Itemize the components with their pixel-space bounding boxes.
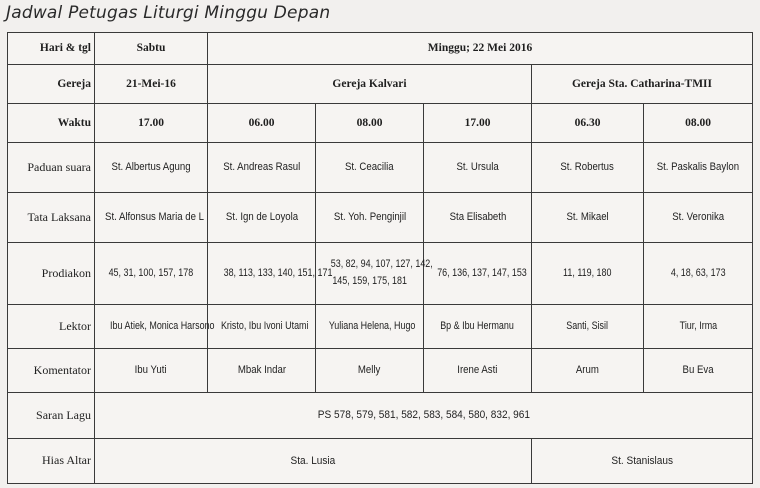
altar-catharina [532, 438, 753, 483]
row-lector [8, 304, 753, 348]
prodiakon-text-line2: 145, 159, 175, 181 [332, 275, 407, 288]
label-altar: Hias Altar [8, 438, 95, 483]
ushers-cell [208, 192, 316, 242]
row-commentator [8, 348, 753, 392]
lector-cell [532, 304, 644, 348]
ushers-text: St. Mikael [566, 211, 609, 224]
prodiakon-text-line1: 53, 82, 94, 107, 127, 142, [330, 258, 433, 271]
ushers-cell [532, 192, 644, 242]
commentator-cell [316, 348, 424, 392]
prodiakon-text: 76, 136, 137, 147, 153 [437, 267, 527, 280]
page-title: Jadwal Petugas Liturgi Minggu Depan [6, 3, 331, 23]
schedule-table [7, 32, 753, 484]
commentator-cell [424, 348, 532, 392]
commentator-text: Mbak Indar [237, 364, 286, 377]
ushers-cell [644, 192, 753, 242]
church-catharina: Gereja Sta. Catharina-TMII [532, 64, 753, 103]
prodiakon-text: 11, 119, 180 [563, 267, 612, 280]
altar-kalvari-text: Sta. Lusia [290, 454, 336, 467]
songs-text: PS 578, 579, 581, 582, 583, 584, 580, 832, 961 [317, 409, 530, 422]
row-prodiakon [8, 242, 753, 304]
lector-cell [95, 304, 215, 348]
commentator-cell [95, 348, 208, 392]
ushers-cell [316, 192, 424, 242]
label-church: Gereja [8, 64, 95, 103]
prodiakon-cell [644, 242, 753, 304]
saturday-date: 21-Mei-16 [95, 64, 208, 103]
altar-catharina-text: St. Stanislaus [611, 454, 673, 467]
commentator-text: Arum [575, 364, 599, 377]
ushers-text: St. Veronika [672, 211, 724, 224]
prodiakon-cell [532, 242, 644, 304]
sunday-date: Minggu; 22 Mei 2016 [208, 33, 753, 65]
prodiakon-text: 38, 113, 133, 140, 151, 171 [223, 267, 333, 280]
commentator-cell [644, 348, 753, 392]
choir-text: St. Andreas Rasul [222, 161, 301, 174]
altar-kalvari [95, 438, 532, 483]
lector-cell [208, 304, 316, 348]
lector-text: Kristo, Ibu Ivoni Utami [220, 320, 309, 333]
commentator-text: Melly [358, 364, 381, 377]
prodiakon-cell [424, 242, 532, 304]
choir-cell [95, 143, 208, 192]
prodiakon-cell [95, 242, 208, 304]
church-kalvari: Gereja Kalvari [208, 64, 532, 103]
commentator-text: Ibu Yuti [135, 364, 167, 377]
time-cell: 06.00 [208, 103, 316, 143]
lector-text: Tiur, Irma [679, 320, 717, 333]
prodiakon-cell [208, 242, 333, 304]
row-ushers [8, 192, 753, 242]
choir-cell [424, 143, 532, 192]
choir-cell [644, 143, 753, 192]
choir-cell [208, 143, 316, 192]
commentator-text: Bu Eva [682, 364, 714, 377]
ushers-text: Sta Elisabeth [449, 211, 506, 224]
prodiakon-text: 4, 18, 63, 173 [670, 267, 726, 280]
label-commentator: Komentator [8, 348, 95, 392]
lector-cell [316, 304, 424, 348]
saturday-day: Sabtu [95, 33, 208, 65]
ushers-cell [424, 192, 532, 242]
time-cell: 17.00 [95, 103, 208, 143]
time-cell: 17.00 [424, 103, 532, 143]
choir-cell [316, 143, 424, 192]
prodiakon-text: 45, 31, 100, 157, 178 [108, 267, 194, 280]
row-date [8, 33, 753, 65]
songs-cell [95, 392, 753, 438]
lector-cell [424, 304, 532, 348]
time-cell: 06.30 [532, 103, 644, 143]
commentator-cell [532, 348, 644, 392]
lector-text: Bp & Ibu Hermanu [440, 320, 515, 333]
time-cell: 08.00 [644, 103, 753, 143]
time-cell: 08.00 [316, 103, 424, 143]
row-choir [8, 143, 753, 192]
label-prodiakon: Prodiakon [8, 242, 95, 304]
lector-text: Yuliana Helena, Hugo [328, 320, 416, 333]
lector-text: Ibu Atiek, Monica Harsono [110, 320, 215, 333]
ushers-cell [95, 192, 208, 242]
label-ushers: Tata Laksana [8, 192, 95, 242]
prodiakon-cell [316, 242, 433, 304]
choir-text: St. Albertus Agung [111, 161, 191, 174]
row-church [8, 64, 753, 103]
choir-text: St. Ursula [456, 161, 499, 174]
choir-text: St. Robertus [560, 161, 615, 174]
label-date: Hari & tgl [8, 33, 95, 65]
label-time: Waktu [8, 103, 95, 143]
lector-cell [644, 304, 753, 348]
row-songs [8, 392, 753, 438]
row-time [8, 103, 753, 143]
ushers-text: St. Yoh. Penginjil [333, 211, 406, 224]
choir-text: St. Paskalis Baylon [656, 161, 740, 174]
ushers-text: St. Alfonsus Maria de L [105, 211, 204, 224]
commentator-cell [208, 348, 316, 392]
label-songs: Saran Lagu [8, 392, 95, 438]
row-altar [8, 438, 753, 483]
label-lector: Lektor [8, 304, 95, 348]
choir-cell [532, 143, 644, 192]
label-choir: Paduan suara [8, 143, 95, 192]
choir-text: St. Ceacilia [345, 161, 394, 174]
ushers-text: St. Ign de Loyola [225, 211, 298, 224]
lector-text: Santi, Sisil [566, 320, 609, 333]
commentator-text: Irene Asti [457, 364, 498, 377]
